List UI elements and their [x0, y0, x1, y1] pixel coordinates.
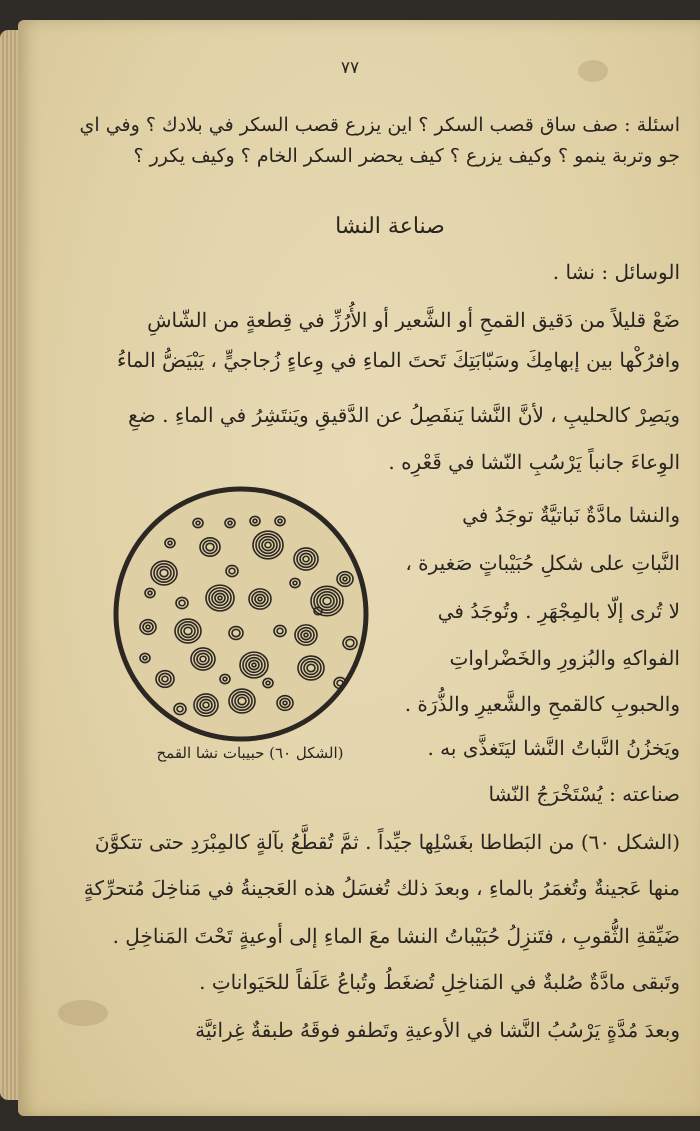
body-line: منها عَجينةٌ وتُغمَرُ بالماءِ ، وبعدَ ذلك تُغسَلُ هذه العَجينةُ في مَناخِلَ مُتحرِّكةٍ — [83, 876, 680, 900]
page-number: ٧٧ — [340, 58, 360, 78]
microscope-field-circle — [116, 489, 366, 739]
section-heading: صناعة النشا — [335, 214, 445, 239]
side-text-line: النَّباتِ على شكلِ حُبَيْباتٍ صَغيرة ، — [405, 551, 680, 575]
body-line: وافرُكْها بين إبهامِكَ وسَبّابَتِكَ تَحتَ الماءِ في وِعاءٍ زُجاجيٍّ ، يَبْيَضُّ الماءُ — [116, 348, 680, 372]
side-text-line: لا تُرى إلّا بالمِجْهَرِ . وتُوجَدُ في — [437, 599, 680, 623]
body-line: ضَعْ قليلاً من دَقيق القمحِ أو الشَّعير أو الأُرُزِّ في قِطعةٍ من الشّاشِ — [147, 308, 680, 332]
question-line: جو وتربة ينمو ؟ وكيف يزرع ؟ كيف يحضر السكر الخام ؟ وكيف يكرر ؟ — [133, 145, 680, 167]
body-line: (الشكل ٦٠) من البَطاطا بغَسْلِها جيِّداً . ثمَّ تُقطَّعُ بآلةٍ كالمِبْرَدِ حتى تتكوَّنَ — [94, 830, 680, 854]
side-text-line: والحبوبِ كالقمحِ والشَّعيرِ والذُّرَة . — [404, 692, 680, 716]
body-line: وبعدَ مُدَّةٍ يَرْسُبُ النَّشا في الأوعيةِ وتَطفو فوقَهُ طبقةٌ غِرائيَّة — [195, 1018, 680, 1042]
question-line: اسئلة : صف ساق قصب السكر ؟ اين يزرع قصب السكر في بلادك ؟ وفي اي — [79, 114, 680, 136]
body-line: الوسائل : نشا . — [552, 260, 680, 284]
figure-caption: (الشكل ٦٠) حبيبات نشا القمح — [156, 744, 344, 762]
side-text-line: الفواكهِ والبُزورِ والخَضْراواتِ — [449, 646, 680, 670]
body-line: ويَصِرْ كالحليبِ ، لأنَّ النَّشا يَنفَصِلُ عن الدَّقيقِ ويَنتَشِرُ في الماءِ . ضعِ — [128, 403, 680, 427]
side-text-line: ويَخزُنُ النَّباتُ النَّشا ليَتَغذَّى به . — [427, 736, 680, 760]
starch-granules-figure — [110, 483, 372, 745]
body-line: ضَيِّقةِ الثُّقوبِ ، فتَنزِلُ حُبَيْباتُ النشا معَ الماءِ إلى أوعيةٍ تَحْتَ المَناخِلِ . — [112, 924, 680, 948]
body-line: الوِعاءَ جانباً يَرْسُبِ النّشا في قَعْرِه . — [388, 450, 680, 474]
body-line: وتَبقى مادَّةٌ صُلبةٌ في المَناخِلِ تُضغَطُ وتُباعُ عَلَفاً للحَيَواناتِ . — [199, 970, 680, 994]
side-text-line: صناعته : يُسْتَخْرَجُ النّشا — [488, 782, 680, 806]
side-text-line: والنشا مادَّةٌ نَباتيَّةٌ توجَدُ في — [462, 503, 680, 527]
